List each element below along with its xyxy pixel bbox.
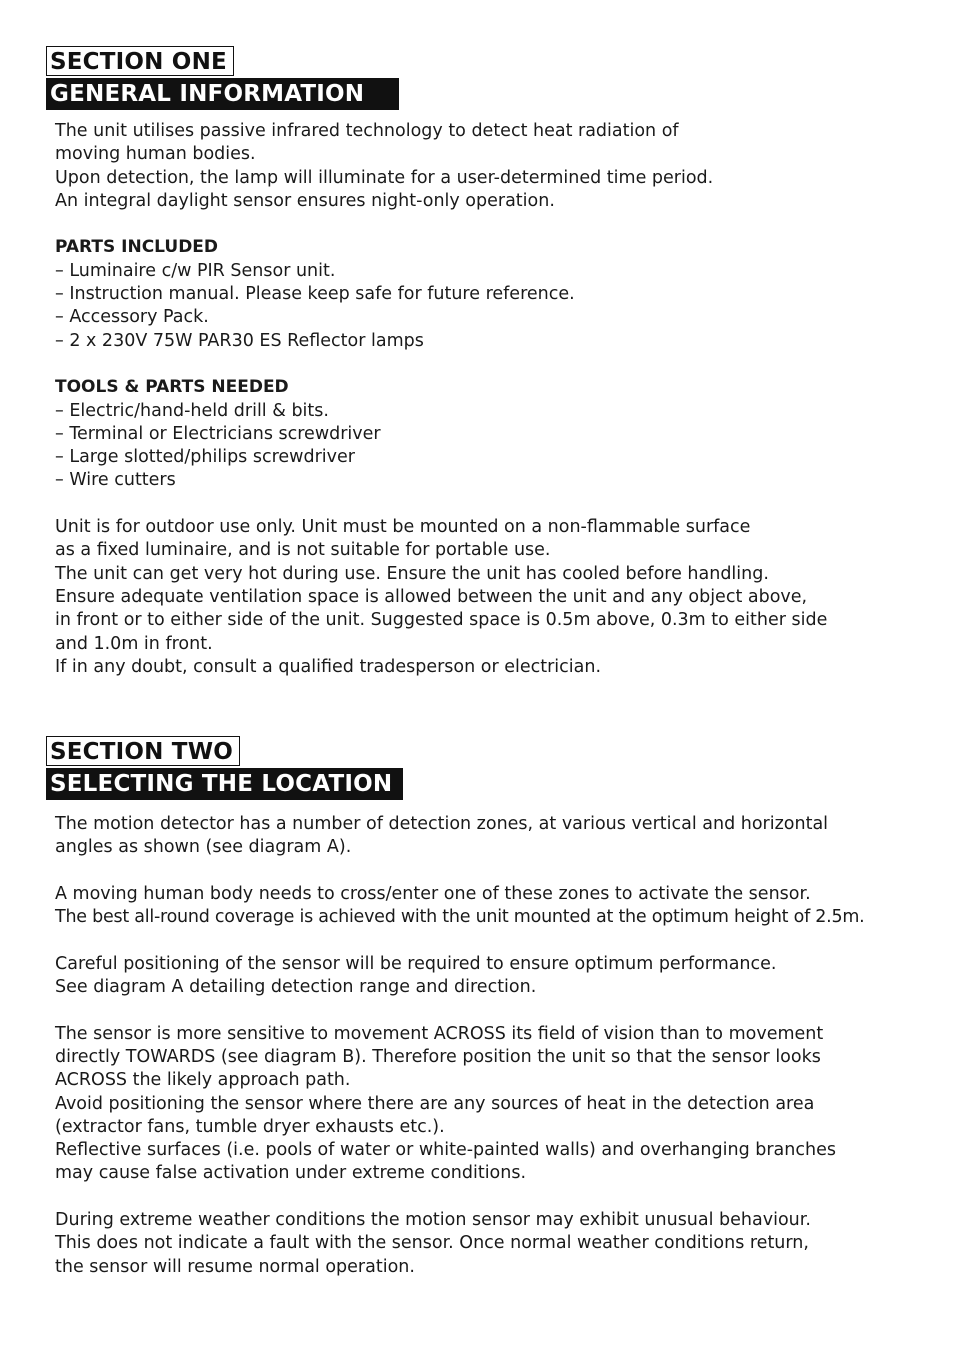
parts-included-heading: PARTS INCLUDED — [55, 237, 219, 258]
parts-included-item: – Accessory Pack. — [55, 307, 209, 328]
paragraph-line: The motion detector has a number of detection zones, at various vertical and horizontal — [55, 814, 829, 834]
paragraph-line: The best all-round coverage is achieved with the unit mounted at the optimum height of 2.5m. — [55, 907, 865, 928]
tools-needed-heading: TOOLS & PARTS NEEDED — [55, 377, 289, 398]
safety-line: and 1.0m in front. — [55, 633, 213, 654]
safety-line: as a fixed luminaire, and is not suitable for portable use. — [55, 540, 551, 561]
section-two-number: SECTION TWO — [46, 736, 240, 766]
safety-line: Unit is for outdoor use only. Unit must be mounted on a non-flammable surface — [55, 517, 751, 538]
tools-needed-item: – Wire cutters — [55, 470, 176, 491]
safety-line: in front or to either side of the unit. Suggested space is 0.5m above, 0.3m to either side — [55, 610, 828, 631]
paragraph-line: A moving human body needs to cross/enter one of these zones to activate the sensor. — [55, 883, 811, 904]
paragraph-line: directly TOWARDS (see diagram B). Therefore position the unit so that the sensor looks — [55, 1046, 821, 1067]
paragraph-line: angles as shown (see diagram A). — [55, 837, 352, 858]
parts-included-item: – Instruction manual. Please keep safe for future reference. — [55, 284, 575, 305]
paragraph-line: This does not indicate a fault with the sensor. Once normal weather conditions return, — [55, 1233, 809, 1254]
parts-included-item: – 2 x 230V 75W PAR30 ES Reflector lamps — [55, 330, 424, 351]
section-one-header — [46, 46, 399, 110]
paragraph-line: Avoid positioning the sensor where there are any sources of heat in the detection area — [55, 1093, 815, 1114]
intro-line: Upon detection, the lamp will illuminate for a user-determined time period. — [55, 167, 714, 188]
paragraph-line: Reflective surfaces (i.e. pools of water or white-painted walls) and overhanging branches — [55, 1140, 836, 1161]
intro-line: moving human bodies. — [55, 144, 256, 165]
paragraph-line: Careful positioning of the sensor will be required to ensure optimum performance. — [55, 953, 777, 974]
tools-needed-item: – Terminal or Electricians screwdriver — [55, 423, 381, 444]
section-two-body — [55, 813, 925, 1279]
safety-line: The unit can get very hot during use. Ensure the unit has cooled before handling. — [55, 563, 769, 584]
section-two-header — [46, 736, 403, 800]
safety-line: If in any doubt, consult a qualified tradesperson or electrician. — [55, 656, 602, 677]
section-two-title: SELECTING THE LOCATION — [46, 768, 403, 800]
paragraph-line: may cause false activation under extreme conditions. — [55, 1163, 527, 1184]
tools-needed-item: – Large slotted/philips screwdriver — [55, 447, 355, 468]
section-one-title: GENERAL INFORMATION — [46, 78, 399, 110]
intro-line: The unit utilises passive infrared technology to detect heat radiation of — [55, 121, 679, 141]
section-one-number: SECTION ONE — [46, 46, 234, 76]
parts-included-item: – Luminaire c/w PIR Sensor unit. — [55, 260, 336, 281]
paragraph-line: During extreme weather conditions the motion sensor may exhibit unusual behaviour. — [55, 1210, 811, 1231]
paragraph-line: the sensor will resume normal operation. — [55, 1256, 415, 1277]
intro-line: An integral daylight sensor ensures night-only operation. — [55, 190, 555, 211]
section-one-body — [55, 120, 925, 679]
paragraph-line: (extractor fans, tumble dryer exhausts etc.). — [55, 1116, 445, 1137]
safety-line: Ensure adequate ventilation space is allowed between the unit and any object above, — [55, 586, 808, 607]
paragraph-line: The sensor is more sensitive to movement ACROSS its field of vision than to movement — [55, 1023, 824, 1044]
paragraph-line: ACROSS the likely approach path. — [55, 1070, 351, 1091]
paragraph-line: See diagram A detailing detection range and direction. — [55, 977, 537, 998]
tools-needed-item: – Electric/hand-held drill & bits. — [55, 400, 329, 421]
